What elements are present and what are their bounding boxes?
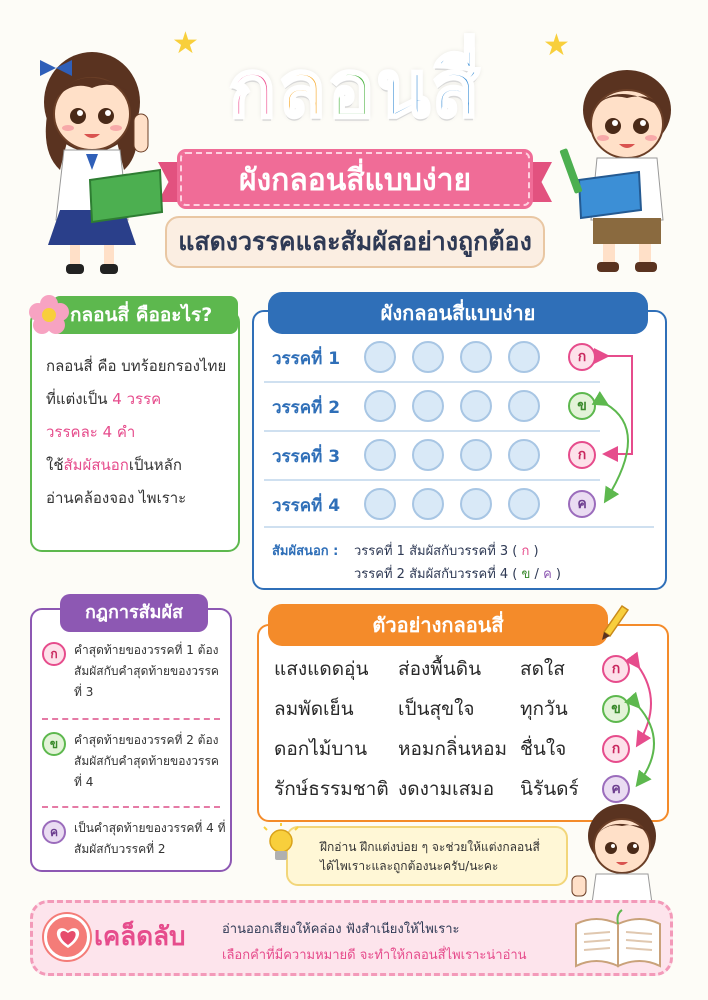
word-slot-circle	[412, 390, 444, 422]
diagram-row-label: วรรคที่ 2	[272, 398, 341, 418]
dashed-divider	[42, 806, 220, 808]
word-slot-circle	[508, 488, 540, 520]
page-title: กลอนสี่	[228, 45, 482, 135]
footer-title: เคล็ดลับ	[94, 922, 186, 952]
example-word: ชื่นใจ	[520, 738, 567, 760]
rhyme-badge: ก	[602, 735, 630, 763]
rule-item	[42, 730, 226, 793]
example-word: งดงามเสมอ	[398, 778, 495, 800]
what-is-line: วรรคละ 4 คำ	[46, 423, 136, 441]
example-word: ดอกไม้บาน	[274, 738, 368, 760]
rhyme-badge: ค	[568, 490, 596, 518]
word-slot-circle	[508, 390, 540, 422]
word-slot-circle	[364, 488, 396, 520]
tip-bubble	[286, 826, 568, 886]
example-word: แสงแดดอุ่น	[274, 658, 369, 680]
diagram-heading: ผังกลอนสี่แบบง่าย	[268, 292, 648, 334]
word-slot-circle	[508, 439, 540, 471]
rhyme-badge: ก	[568, 441, 596, 469]
word-slot-circle	[460, 439, 492, 471]
example-word: นิรันดร์	[520, 778, 579, 800]
word-slot-circle	[412, 488, 444, 520]
what-is-text	[46, 350, 236, 515]
what-is-line: กลอนสี่ คือ บทร้อยกรองไทย	[46, 357, 227, 375]
girl-illustration	[20, 30, 170, 280]
word-slot-circle	[364, 390, 396, 422]
rule-item	[42, 818, 226, 860]
footer-line-2: เลือกคำที่มีความหมายดี จะทำให้กลอนสี่ไพเราะน่าอ่าน	[222, 948, 527, 963]
example-word: ส่องพื้นดิน	[398, 658, 482, 680]
open-book-icon	[572, 910, 664, 970]
what-is-line: ที่แต่งเป็น 4 วรรค	[46, 390, 162, 408]
example-word: รักษ์ธรรมชาติ	[274, 778, 389, 800]
note-line-1: วรรคที่ 1 สัมผัสกับวรรคที่ 3 ( ก )	[354, 544, 539, 559]
flower-icon	[28, 294, 70, 336]
example-heading: ตัวอย่างกลอนสี่	[268, 604, 608, 646]
star-icon: ★	[172, 26, 199, 61]
rule-text: เป็นคำสุดท้ายของวรรคที่ 4 ที่สัมผัสกับวรรคที่ 2	[74, 821, 226, 856]
word-slot-circle	[460, 488, 492, 520]
row-divider	[264, 479, 600, 481]
tip-line: ได้ไพเราะและถูกต้องนะครับ/นะคะ	[320, 859, 499, 873]
row-divider	[264, 430, 600, 432]
word-slot-circle	[460, 390, 492, 422]
boy-illustration	[555, 48, 695, 280]
word-slot-circle	[364, 341, 396, 373]
rule-badge: ก	[42, 642, 66, 666]
row-divider	[264, 381, 600, 383]
rule-text: คำสุดท้ายของวรรคที่ 2 ต้องสัมผัสกับคำสุดท้ายของวรรคที่ 4	[74, 733, 219, 789]
subtitle: แสดงวรรคและสัมผัสอย่างถูกต้อง	[165, 216, 545, 268]
example-word: ทุกวัน	[520, 698, 568, 720]
rules-heading: กฎการสัมผัส	[60, 594, 208, 632]
word-slot-circle	[412, 439, 444, 471]
word-slot-circle	[364, 439, 396, 471]
title-ribbon: ผังกลอนสี่แบบง่าย	[180, 152, 530, 206]
diagram-row-label: วรรคที่ 4	[272, 496, 341, 516]
example-word: หอมกลิ่นหอม	[398, 738, 508, 760]
star-icon: ★	[543, 28, 570, 63]
rhyme-arrows	[600, 350, 660, 510]
note-line-2: วรรคที่ 2 สัมผัสกับวรรคที่ 4 ( ข / ค )	[354, 567, 561, 582]
rule-item	[42, 640, 226, 703]
heart-icon	[55, 926, 81, 950]
rhyme-badge: ข	[602, 695, 630, 723]
what-is-line: อ่านคล้องจอง ไพเราะ	[46, 489, 187, 507]
tip-line: ฝึกอ่าน ฝึกแต่งบ่อย ๆ จะช่วยให้แต่งกลอนสี่	[320, 840, 540, 854]
rhyme-badge: ข	[568, 392, 596, 420]
rule-badge: ข	[42, 732, 66, 756]
diagram-row-label: วรรคที่ 1	[272, 349, 341, 369]
diagram-row-label: วรรคที่ 3	[272, 447, 341, 467]
example-rhyme-arrows	[636, 652, 676, 792]
pencil-icon	[596, 600, 630, 640]
what-is-line: ใช้สัมผัสนอกเป็นหลัก	[46, 456, 182, 474]
example-word: ลมพัดเย็น	[274, 698, 354, 720]
rhyme-badge: ก	[568, 343, 596, 371]
what-is-heading: กลอนสี่ คืออะไร?	[52, 296, 238, 334]
example-word: เป็นสุขใจ	[398, 698, 475, 720]
rhyme-badge: ก	[602, 655, 630, 683]
word-slot-circle	[460, 341, 492, 373]
rhyme-badge: ค	[602, 775, 630, 803]
word-slot-circle	[508, 341, 540, 373]
rule-badge: ค	[42, 820, 66, 844]
note-label: สัมผัสนอก :	[272, 544, 339, 559]
footer-line-1: อ่านออกเสียงให้คล่อง ฟังสำเนียงให้ไพเราะ	[222, 922, 460, 937]
word-slot-circle	[412, 341, 444, 373]
lightbulb-icon	[264, 826, 298, 866]
dashed-divider	[42, 718, 220, 720]
example-word: สดใส	[520, 658, 565, 680]
divider	[264, 526, 654, 528]
rule-text: คำสุดท้ายของวรรคที่ 1 ต้องสัมผัสกับคำสุดท้ายของวรรคที่ 3	[74, 643, 219, 699]
